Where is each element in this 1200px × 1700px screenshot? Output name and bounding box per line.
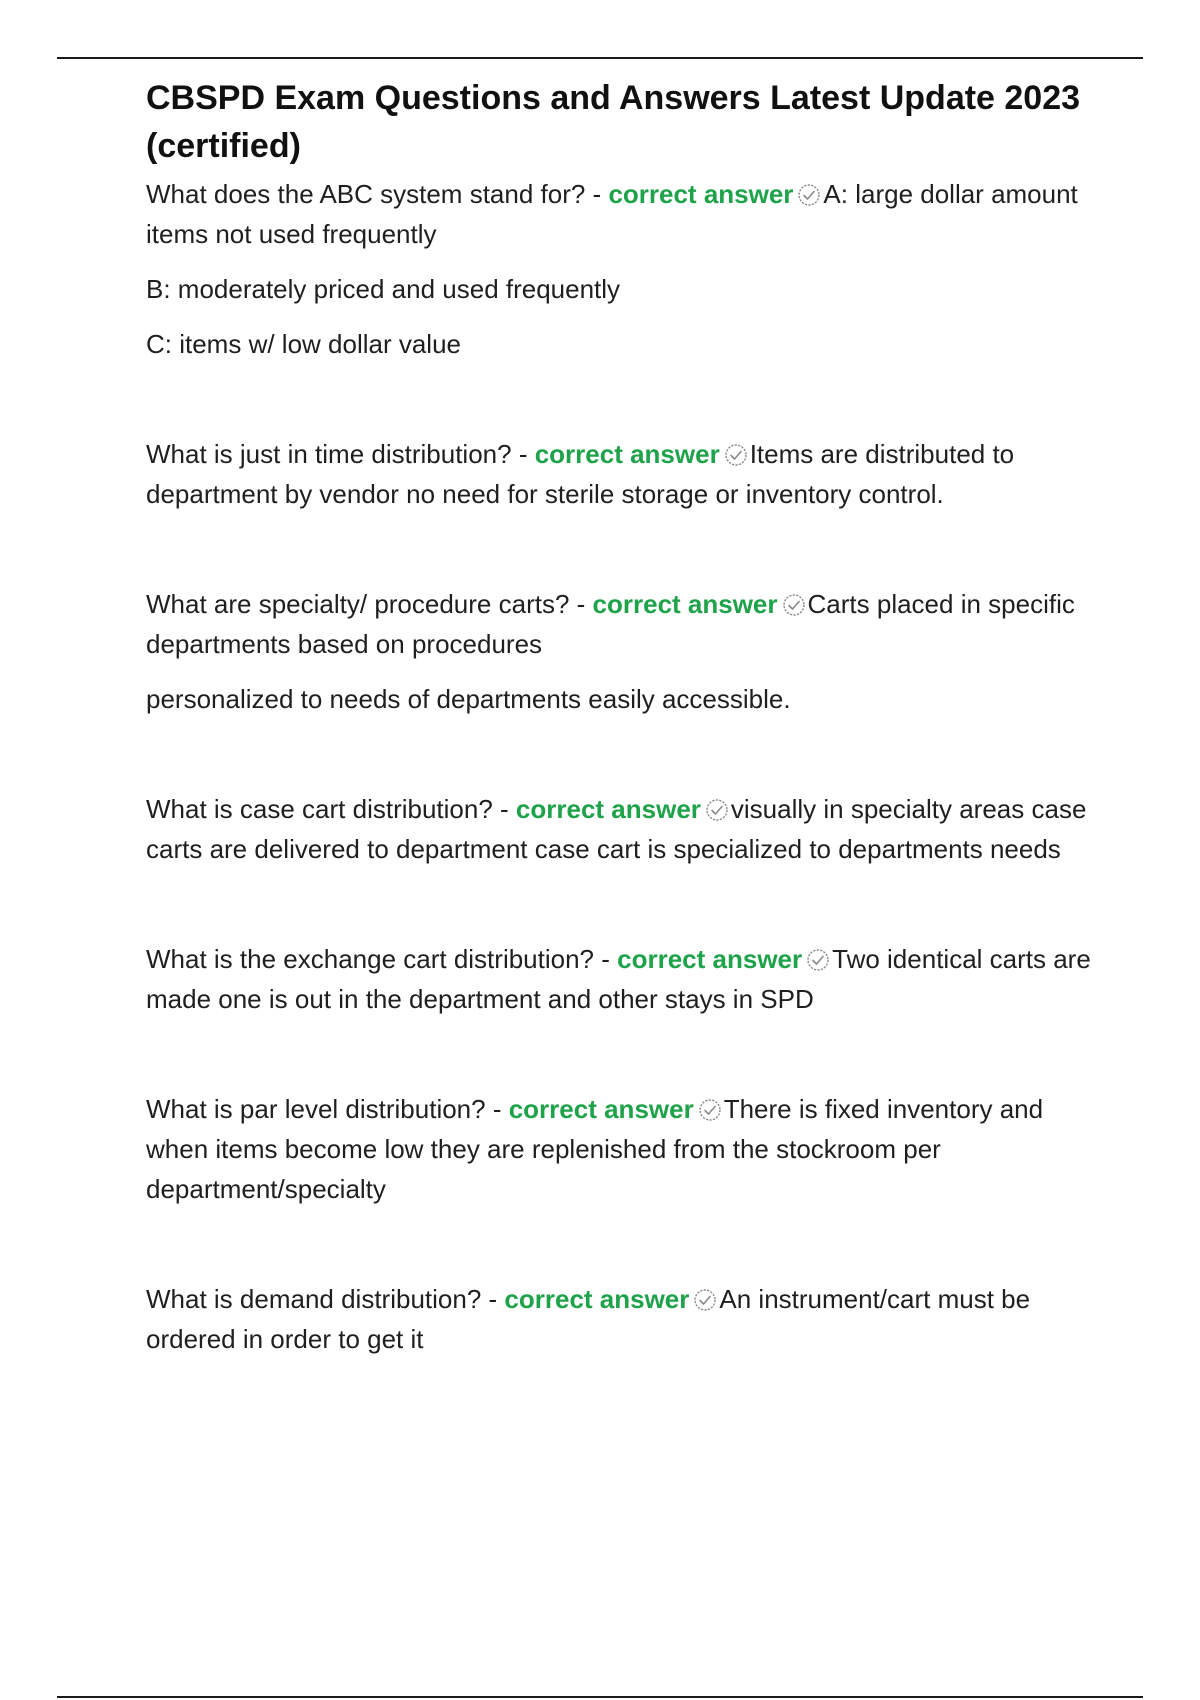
qa-question-line <box>146 939 1106 1019</box>
check-circle-icon <box>782 593 806 617</box>
answer-text: A: large dollar amount items not used frequently <box>146 179 1078 249</box>
separator: - <box>569 589 593 619</box>
question-text: What is the exchange cart distribution? <box>146 944 595 974</box>
check-circle-icon <box>724 443 748 467</box>
answer-text: Two identical carts are made one is out in the department and other stays in SPD <box>146 944 1091 1014</box>
answer-continuation: C: items w/ low dollar value <box>146 329 461 359</box>
separator: - <box>585 179 609 209</box>
document-title: CBSPD Exam Questions and Answers Latest Update 2023 (certified) <box>146 79 1081 165</box>
qa-question-line <box>146 1089 1106 1209</box>
answer-text: An instrument/cart must be ordered in order to get it <box>146 1284 1031 1354</box>
separator: - <box>594 944 618 974</box>
check-circle-icon <box>797 183 821 207</box>
question-text: What is demand distribution? <box>146 1284 482 1314</box>
top-rule <box>57 57 1143 59</box>
correct-answer-label: correct answer <box>504 1284 690 1314</box>
separator: - <box>492 794 516 824</box>
correct-answer-label: correct answer <box>508 1094 694 1124</box>
question-text: What are specialty/ procedure carts? <box>146 589 570 619</box>
answer-text: Carts placed in specific departments based on procedures <box>146 589 1075 659</box>
separator: - <box>511 439 535 469</box>
question-text: What does the ABC system stand for? <box>146 179 586 209</box>
answer-text: visually in specialty areas case carts are delivered to department case cart is specialized to departments needs <box>146 794 1087 864</box>
bottom-rule <box>57 1696 1143 1698</box>
qa-question-line <box>146 584 1106 664</box>
qa-item <box>146 584 1106 719</box>
question-text: What is case cart distribution? <box>146 794 493 824</box>
qa-question-line <box>146 174 1106 254</box>
answer-continuation: B: moderately priced and used frequently <box>146 274 621 304</box>
qa-item <box>146 1279 1106 1359</box>
qa-item <box>146 939 1106 1019</box>
check-circle-icon <box>806 948 830 972</box>
qa-item <box>146 434 1106 514</box>
qa-item <box>146 174 1106 364</box>
qa-item <box>146 1089 1106 1209</box>
correct-answer-label: correct answer <box>534 439 720 469</box>
answer-continuation: personalized to needs of departments easily accessible. <box>146 684 791 714</box>
correct-answer-label: correct answer <box>617 944 803 974</box>
qa-question-line <box>146 1279 1106 1359</box>
qa-item <box>146 789 1106 869</box>
correct-answer-label: correct answer <box>608 179 794 209</box>
answer-text: There is fixed inventory and when items become low they are replenished from the stockroom per department/specialty <box>146 1094 1044 1204</box>
question-text: What is just in time distribution? <box>146 439 512 469</box>
separator: - <box>481 1284 505 1314</box>
qa-question-line <box>146 434 1106 514</box>
qa-question-line <box>146 789 1106 869</box>
correct-answer-label: correct answer <box>515 794 701 824</box>
check-circle-icon <box>698 1098 722 1122</box>
question-text: What is par level distribution? <box>146 1094 486 1124</box>
answer-text: Items are distributed to department by vendor no need for sterile storage or inventory control. <box>146 439 1015 509</box>
qa-list <box>146 174 1106 1359</box>
check-circle-icon <box>705 798 729 822</box>
correct-answer-label: correct answer <box>592 589 778 619</box>
separator: - <box>485 1094 509 1124</box>
check-circle-icon <box>693 1288 717 1312</box>
document-body <box>146 74 1106 1359</box>
